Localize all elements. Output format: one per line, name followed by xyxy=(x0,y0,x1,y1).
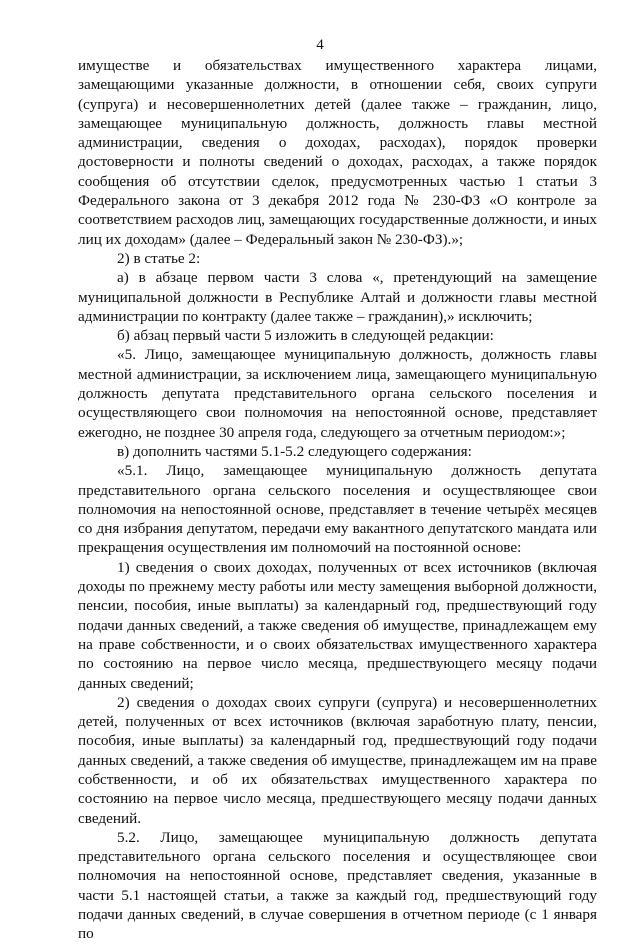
paragraph-subitem-v: в) дополнить частями 5.1-5.2 следующего содержания: xyxy=(117,442,472,460)
paragraph-part-5-2: 5.2. Лицо, замещающее муниципальную должность депутата представительного органа сельского поселения и осуществляющее свои полномочия на непостоянной основе, представляет сведения, указанные в части 5.1 настоящей статьи, а также за каждый год, предшествующий году подачи данных сведений, в случае совершения в отчетном периоде (с 1 января по xyxy=(78,828,597,943)
paragraph-part-5-1: «5.1. Лицо, замещающее муниципальную должность депутата представительного органа сельского поселения и осуществляющее свои полномочия на непостоянной основе, представляет в течение четырёх месяцев со дня избрания депутатом, передачи ему вакантного депутатского мандата или прекращения осуществления им полномочий на постоянной основе: xyxy=(78,462,597,557)
paragraph-point-2: 2) сведения о доходах своих супруги (супруга) и несовершеннолетних детей, полученных от всех источников (включая заработную плату, пенсии, пособия, иные выплаты) за календарный год, предшествующий году подачи данных сведений, а также сведения об имуществе, принадлежащем им на праве собственности, и об их обязательствах имущественного характера по состоянию на первое число месяца, предшествующего месяцу подачи данных сведений. xyxy=(78,693,597,827)
paragraph-continuation: имуществе и обязательствах имущественного характера лицами, замещающими указанные должности, в отношении себя, своих супруги (супруга) и несовершеннолетних детей (далее также – гражданин, лицо, замещающее муниципальную должность, должность главы местной администрации, сведения о доходах, расходах), порядок проверки достоверности и полноты сведений о доходах, расходах, а также порядок сообщения об отсутствии сделок, предусмотренных частью 1 статьи 3 Федерального закона от 3 декабря 2012 года № 230-ФЗ «О контроле за соответствием расходов лиц, замещающих государственные должности, и иных лиц их доходам» (далее – Федеральный закон № 230-ФЗ).»; xyxy=(78,57,597,248)
paragraph-part-5: «5. Лицо, замещающее муниципальную должность, должность главы местной администрации, за исключением лица, замещающего муниципальную должность депутата представительного органа сельского поселения и осуществляющего свои полномочия на непостоянной основе, представляет ежегодно, не позднее 30 апреля года, следующего за отчетным периодом:»; xyxy=(78,346,597,441)
paragraph-subitem-a: а) в абзаце первом части 3 слова «, претендующий на замещение муниципальной должности в Республике Алтай и должности главы местной администрации по контракту (далее также – гражданин),» исключить; xyxy=(78,269,597,325)
paragraph-subitem-b: б) абзац первый части 5 изложить в следующей редакции: xyxy=(117,327,494,345)
paragraph-item-2: 2) в статье 2: xyxy=(117,249,201,267)
document-body xyxy=(78,56,597,944)
paragraph-point-1: 1) сведения о своих доходах, полученных от всех источников (включая доходы по прежнему месту работы или месту замещения выборной должности, пенсии, пособия, иные выплаты) за календарный год, предшествующий году подачи данных сведений, а также сведения об имуществе, принадлежащем ему на праве собственности, и о своих обязательствах имущественного характера по состоянию на первое число месяца, предшествующего месяцу подачи данных сведений; xyxy=(78,558,597,692)
page-number: 4 xyxy=(316,37,324,53)
